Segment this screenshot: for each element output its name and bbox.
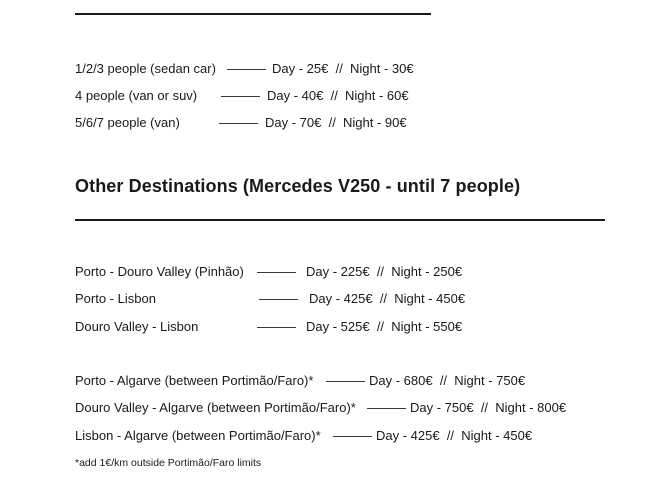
route-label: Douro Valley - Lisbon <box>75 319 199 334</box>
price-row-label: 5/6/7 people (van) <box>75 115 180 130</box>
top-divider <box>75 13 431 15</box>
section-heading: Other Destinations (Mercedes V250 - until 7 people) <box>75 176 521 196</box>
price-row-value: Day - 25€ // Night - 30€ <box>272 61 414 76</box>
route-price: Day - 750€ // Night - 800€ <box>410 400 567 415</box>
route-label: Porto - Algarve (between Portimão/Faro)* <box>75 373 314 388</box>
route-label: Porto - Douro Valley (Pinhão) <box>75 264 244 279</box>
route-price: Day - 225€ // Night - 250€ <box>306 264 463 279</box>
dash-separator: ——— <box>221 88 260 103</box>
route-price: Day - 680€ // Night - 750€ <box>369 373 526 388</box>
dash-separator: ——— <box>326 373 365 388</box>
route-price: Day - 525€ // Night - 550€ <box>306 319 463 334</box>
dash-separator: ——— <box>333 428 372 443</box>
route-label: Porto - Lisbon <box>75 291 156 306</box>
dash-separator: ——— <box>257 264 296 279</box>
price-row-value: Day - 40€ // Night - 60€ <box>267 88 409 103</box>
route-price: Day - 425€ // Night - 450€ <box>309 291 466 306</box>
price-row-label: 4 people (van or suv) <box>75 88 198 103</box>
footnote: *add 1€/km outside Portimão/Faro limits <box>75 457 262 469</box>
dash-separator: ——— <box>367 400 406 415</box>
route-label: Douro Valley - Algarve (between Portimão/Faro)* <box>75 400 356 415</box>
dash-separator: ——— <box>227 61 266 76</box>
price-row-label: 1/2/3 people (sedan car) <box>75 61 216 76</box>
route-price: Day - 425€ // Night - 450€ <box>376 428 533 443</box>
dash-separator: ——— <box>219 115 258 130</box>
price-row <box>75 115 407 179</box>
dash-separator: ——— <box>259 291 298 306</box>
dash-separator: ——— <box>257 319 296 334</box>
section-divider <box>75 219 605 221</box>
route-label: Lisbon - Algarve (between Portimão/Faro)* <box>75 428 321 443</box>
price-row-value: Day - 70€ // Night - 90€ <box>265 115 407 130</box>
